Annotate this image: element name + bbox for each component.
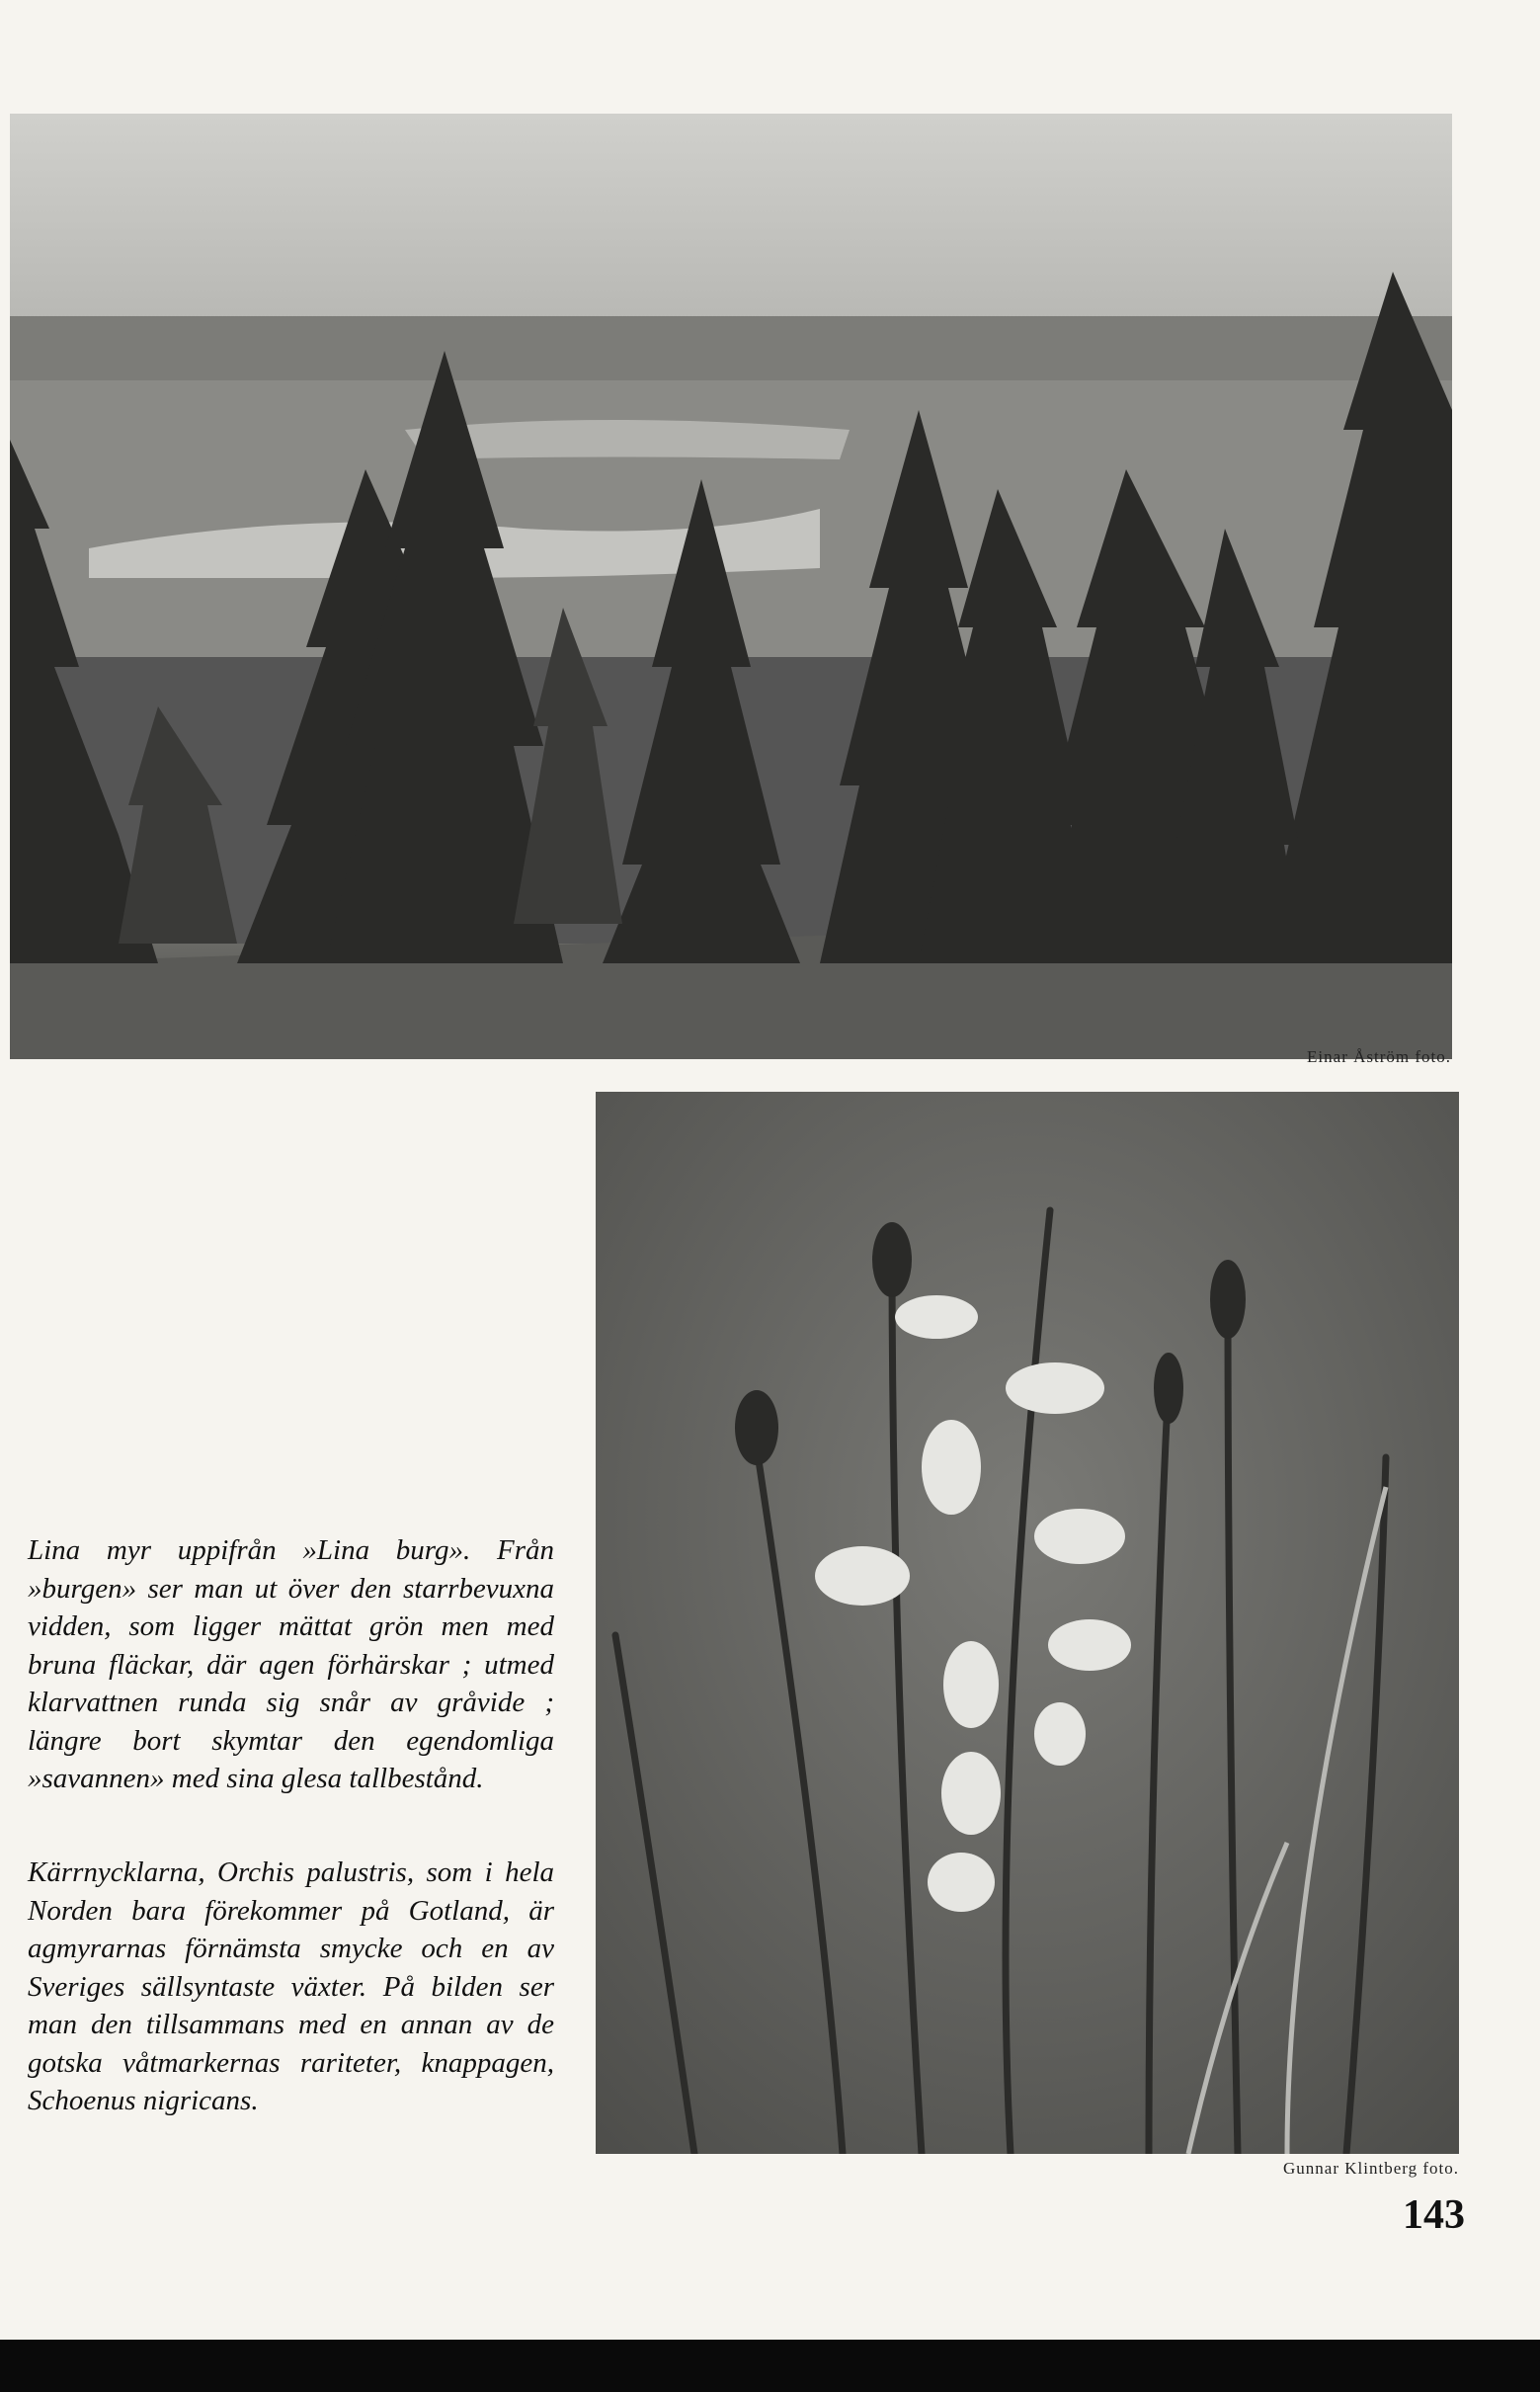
caption-karrnycklarna: Kärrnycklarna, Orchis palustris, som i hela Norden bara förekommer på Gotland, är agmyrarnas förnämsta smycke och en av Sveriges sällsyntaste växter. På bilden ser man den tillsammans med en annan av de gotska våtmarkernas rariteter, knappagen, Schoenus nigricans.	[28, 1856, 554, 2116]
scan-border	[0, 2340, 1540, 2392]
landscape-photo	[10, 114, 1452, 1059]
page-number: 143	[1403, 2192, 1465, 2238]
orchid-photo	[596, 1092, 1459, 2154]
landscape-photo-credit: Einar Åström foto.	[1307, 1047, 1451, 1066]
caption-lina-myr: Lina myr uppifrån »Lina burg». Från »burgen» ser man ut över den starrbevuxna vidden, som ligger mättat grön men med bruna fläckar, där agen förhärskar ; utmed klarvattnen runda sig snår av gråvide ; längre bort skymtar den egendomliga »savannen» med sina glesa tallbestånd.	[28, 1534, 554, 1794]
orchid-photo-credit: Gunnar Klintberg foto.	[1283, 2159, 1459, 2178]
